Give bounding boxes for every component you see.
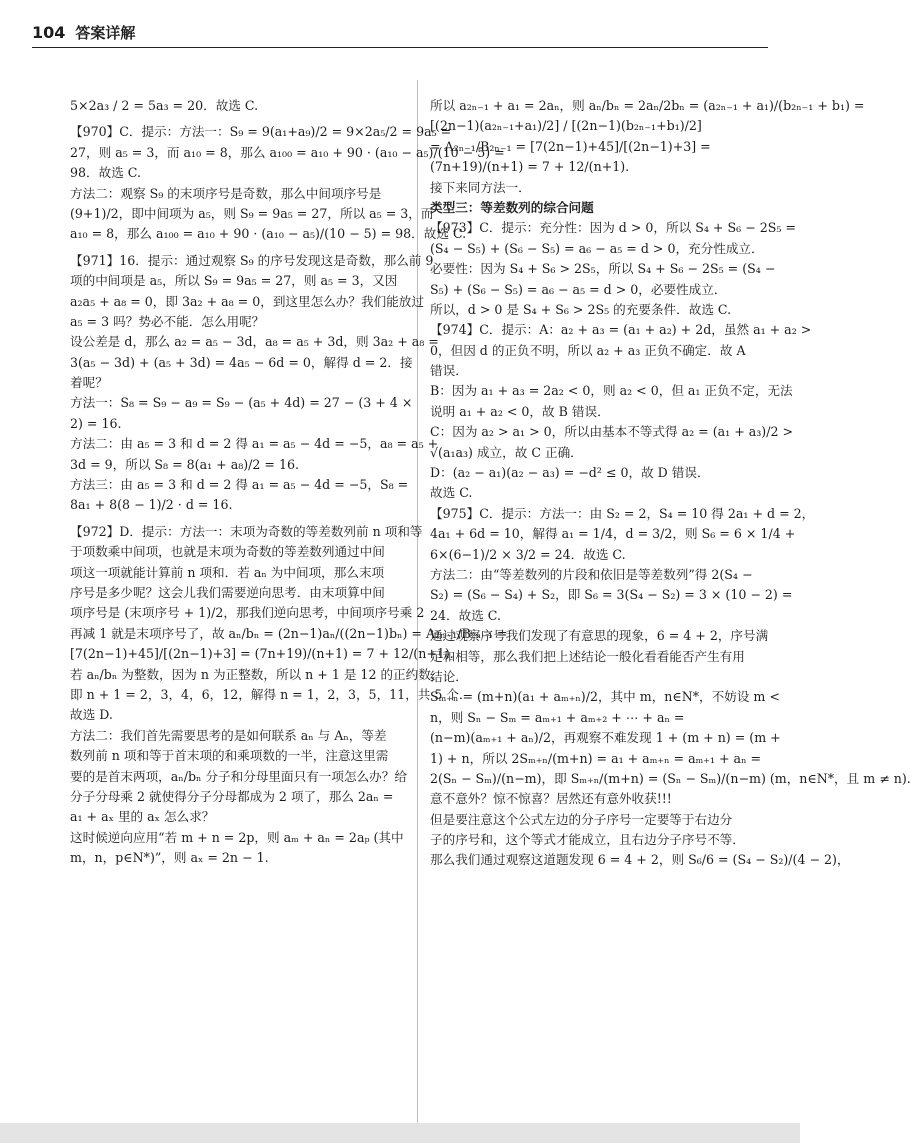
text-line: 那么我们通过观察这道题发现 6 = 4 + 2，则 S₆/6 = (S₄ − S₂)/(4 − 2)， xyxy=(430,852,850,868)
text-line: 故选 C. xyxy=(430,485,473,501)
text-line: Sₘ₊ₙ = (m+n)(a₁ + aₘ₊ₙ)/2，其中 m，n∈N*，不妨设 m < xyxy=(430,689,780,705)
text-line: 2) = 16. xyxy=(70,415,122,431)
page-header xyxy=(32,22,135,42)
text-line: 项这一项就能计算前 n 项和．若 aₙ 为中间项，那么末项 xyxy=(70,564,385,580)
text-line: 但是要注意这个公式左边的分子序号一定要等于右边分 xyxy=(430,811,733,827)
text-line: (S₄ − S₅) + (S₆ − S₅) = a₆ − a₅ = d > 0，充分性成立． xyxy=(430,240,764,256)
text-line: 故选 D. xyxy=(70,707,113,723)
text-line: C：因为 a₂ > a₁ > 0，所以由基本不等式得 a₂ = (a₁ + a₃)/2 > xyxy=(430,424,794,440)
text-line: 足和相等，那么我们把上述结论一般化看看能否产生有用 xyxy=(430,648,745,664)
text-line: 24．故选 C. xyxy=(430,607,501,623)
text-line: D：(a₂ − a₁)(a₂ − a₃) = −d² ≤ 0，故 D 错误． xyxy=(430,465,710,481)
text-line: 【973】C．提示：充分性：因为 d > 0，所以 S₄ + S₆ − 2S₅ = xyxy=(430,220,796,236)
text-line: 再减 1 就是末项序号了，故 aₙ/bₙ = (2n−1)aₙ/((2n−1)bₙ) = A₂ₙ₋₁/B₂ₙ₋₁ = xyxy=(70,625,508,641)
text-line: a₁₀ = 8，那么 a₁₀₀ = a₁₀ + 90 · (a₁₀ − a₅)/(10 − 5) = 98．故选 C. xyxy=(70,226,467,242)
text-line: 5×2a₃ / 2 = 5a₃ = 20．故选 C. xyxy=(70,98,259,113)
text-line: 方法三：由 a₅ = 3 和 d = 2 得 a₁ = a₅ − 4d = −5，S₈ = xyxy=(70,477,409,493)
text-line: a₁ + aₓ 里的 aₓ 怎么求？ xyxy=(70,809,215,825)
text-line: 【974】C．提示：A：a₂ + a₃ = (a₁ + a₂) + 2d，虽然 a₁ + a₂ > xyxy=(430,322,812,338)
text-line: √(a₁a₃) 成立，故 C 正确． xyxy=(430,444,583,460)
text-line: 接下来同方法一． xyxy=(430,179,531,195)
text-line: 【970】C．提示：方法一：S₉ = 9(a₁+a₉)/2 = 9×2a₅/2 = 9a₅ = xyxy=(70,124,452,140)
text-line: a₅ = 3 吗？势必不能．怎么用呢？ xyxy=(70,313,265,329)
text-line: 即 n + 1 = 2，3，4，6，12，解得 n = 1，2，3，5，11，共 5 个． xyxy=(70,686,472,702)
header-rule xyxy=(32,47,768,48)
text-line: n，则 Sₙ − Sₘ = aₘ₊₁ + aₘ₊₂ + ⋯ + aₙ = xyxy=(430,709,685,725)
text-line: 方法二：由 a₅ = 3 和 d = 2 得 a₁ = a₅ − 4d = −5，a₈ = a₅ + xyxy=(70,436,439,452)
text-line: 【975】C．提示：方法一：由 S₂ = 2，S₄ = 10 得 2a₁ + d = 2， xyxy=(430,505,815,521)
text-line: 数列前 n 项和等于首末项的和乘项数的一半，注意这里需 xyxy=(70,748,389,764)
text-line: 设公差是 d，那么 a₂ = a₅ − 3d，a₈ = a₅ + 3d，则 3a₂ + a₈ = xyxy=(70,334,439,350)
text-line: B：因为 a₁ + a₃ = 2a₂ < 0，则 a₂ < 0，但 a₁ 正负不定，无法 xyxy=(430,383,793,399)
text-line: 项的中间项是 a₅，所以 S₉ = 9a₅ = 27，则 a₅ = 3，又因 xyxy=(70,273,398,289)
text-line: = A₂ₙ₋₁/B₂ₙ₋₁ = [7(2n−1)+45]/[(2n−1)+3] = xyxy=(430,138,711,154)
text-line: (9+1)/2，即中间项为 a₅，则 S₉ = 9a₅ = 27，所以 a₅ = 3，而 xyxy=(70,205,434,221)
text-line: 8a₁ + 8(8 − 1)/2 · d = 16. xyxy=(70,497,233,513)
text-line: 于项数乘中间项，也就是末项为奇数的等差数列通过中间 xyxy=(70,544,385,560)
text-line: 方法一：S₈ = S₉ − a₉ = S₉ − (a₅ + 4d) = 27 − (3 + 4 × xyxy=(70,395,413,411)
text-line: 通过观察序号我们发现了有意思的现象，6 = 4 + 2，序号满 xyxy=(430,628,769,644)
text-line: 【971】16．提示：通过观察 S₉ 的序号发现这是奇数，那么前 9 xyxy=(70,252,434,268)
text-line: 方法二：我们首先需要思考的是如何联系 aₙ 与 Aₙ，等差 xyxy=(70,727,387,743)
text-line: 方法二：由“等差数列的片段和依旧是等差数列”得 2(S₄ − xyxy=(430,566,753,582)
text-line: [(2n−1)(a₂ₙ₋₁+a₁)/2] / [(2n−1)(b₂ₙ₋₁+b₁)/2] xyxy=(430,118,702,134)
page-bottom-shadow xyxy=(0,1123,800,1143)
text-line: 0，但因 d 的正负不明，所以 a₂ + a₃ 正负不确定．故 A xyxy=(430,342,746,358)
text-line: 所以，d > 0 是 S₄ + S₆ > 2S₅ 的充要条件．故选 C. xyxy=(430,301,732,317)
text-line: 说明 a₁ + a₂ < 0，故 B 错误． xyxy=(430,403,610,419)
text-line: 序号是多少呢？这会儿我们需要逆向思考．由末项算中间 xyxy=(70,584,385,600)
text-line: 3(a₅ − 3d) + (a₅ + 3d) = 4a₅ − 6d = 0，解得 d = 2．接 xyxy=(70,354,413,370)
page-title: 答案详解 xyxy=(75,24,136,42)
text-line: 4a₁ + 6d = 10，解得 a₁ = 1/4，d = 3/2，则 S₆ = 6 × 1/4 + xyxy=(430,526,796,542)
text-line: 项序号是 (末项序号 + 1)/2，那我们逆向思考，中间项序号乘 2 xyxy=(70,605,425,621)
text-line: S₅) + (S₆ − S₅) = a₆ − a₅ = d > 0，必要性成立． xyxy=(430,281,727,297)
text-line: 2(Sₙ − Sₘ)/(n−m)，即 Sₘ₊ₙ/(m+n) = (Sₙ − Sₘ)/(n−m) (m，n∈N*，且 m ≠ n). xyxy=(430,770,911,786)
text-line: 要的是首末两项，aₙ/bₙ 分子和分母里面只有一项怎么办？给 xyxy=(70,768,407,784)
text-line: 意不意外？惊不惊喜？居然还有意外收获!!! xyxy=(430,791,672,807)
text-line: a₂a₅ + a₈ = 0，即 3a₂ + a₈ = 0，到这里怎么办？我们能放过 xyxy=(70,293,424,309)
text-line: [7(2n−1)+45]/[(2n−1)+3] = (7n+19)/(n+1) = 7 + 12/(n+1). xyxy=(70,646,454,662)
text-line: 着呢？ xyxy=(70,375,108,391)
text-line: 27，则 a₅ = 3，而 a₁₀ = 8，那么 a₁₀₀ = a₁₀ + 90 · (a₁₀ − a₅)/(10 − 5) = xyxy=(70,144,505,160)
text-line: 结论． xyxy=(430,668,468,684)
text-line: 方法二：观察 S₉ 的末项序号是奇数，那么中间项序号是 xyxy=(70,185,382,201)
text-line: 3d = 9，所以 S₈ = 8(a₁ + a₈)/2 = 16. xyxy=(70,456,300,472)
text-line: 这时候逆向应用“若 m + n = 2p，则 aₘ + aₙ = 2aₚ (其中 xyxy=(70,829,404,845)
section-heading: 类型三：等差数列的综合问题 xyxy=(430,199,594,215)
text-line: 所以 a₂ₙ₋₁ + a₁ = 2aₙ，则 aₙ/bₙ = 2aₙ/2bₙ = (a₂ₙ₋₁ + a₁)/(b₂ₙ₋₁ + b₁) = xyxy=(430,98,865,113)
text-line: 98．故选 C. xyxy=(70,165,141,181)
text-line: 必要性：因为 S₄ + S₆ > 2S₅，所以 S₄ + S₆ − 2S₅ = (S₄ − xyxy=(430,261,776,277)
text-line: S₂) = (S₆ − S₄) + S₂，即 S₆ = 3(S₄ − S₂) = 3 × (10 − 2) = xyxy=(430,587,793,603)
text-line: (7n+19)/(n+1) = 7 + 12/(n+1). xyxy=(430,159,630,175)
text-line: 【972】D．提示：方法一：末项为奇数的等差数列前 n 项和等 xyxy=(70,523,423,539)
text-line: 错误． xyxy=(430,363,468,379)
page-number: 104 xyxy=(32,23,66,42)
text-line: 子的序号和，这个等式才能成立，且右边分子序号不等． xyxy=(430,832,745,848)
text-line: 6×(6−1)/2 × 3/2 = 24．故选 C. xyxy=(430,546,626,562)
text-line: 1) + n，所以 2Sₘ₊ₙ/(m+n) = a₁ + aₘ₊ₙ = aₘ₊₁ + aₙ = xyxy=(430,750,762,766)
text-line: 分子分母乘 2 就使得分子分母都成为 2 项了，那么 2aₙ = xyxy=(70,788,394,804)
text-line: (n−m)(aₘ₊₁ + aₙ)/2，再观察不难发现 1 + (m + n) = (m + xyxy=(430,730,781,746)
text-line: m，n，p∈N*)”，则 aₓ = 2n − 1. xyxy=(70,850,269,866)
text-line: 若 aₙ/bₙ 为整数，因为 n 为正整数，所以 n + 1 是 12 的正约数， xyxy=(70,666,444,682)
right-column xyxy=(430,96,911,871)
